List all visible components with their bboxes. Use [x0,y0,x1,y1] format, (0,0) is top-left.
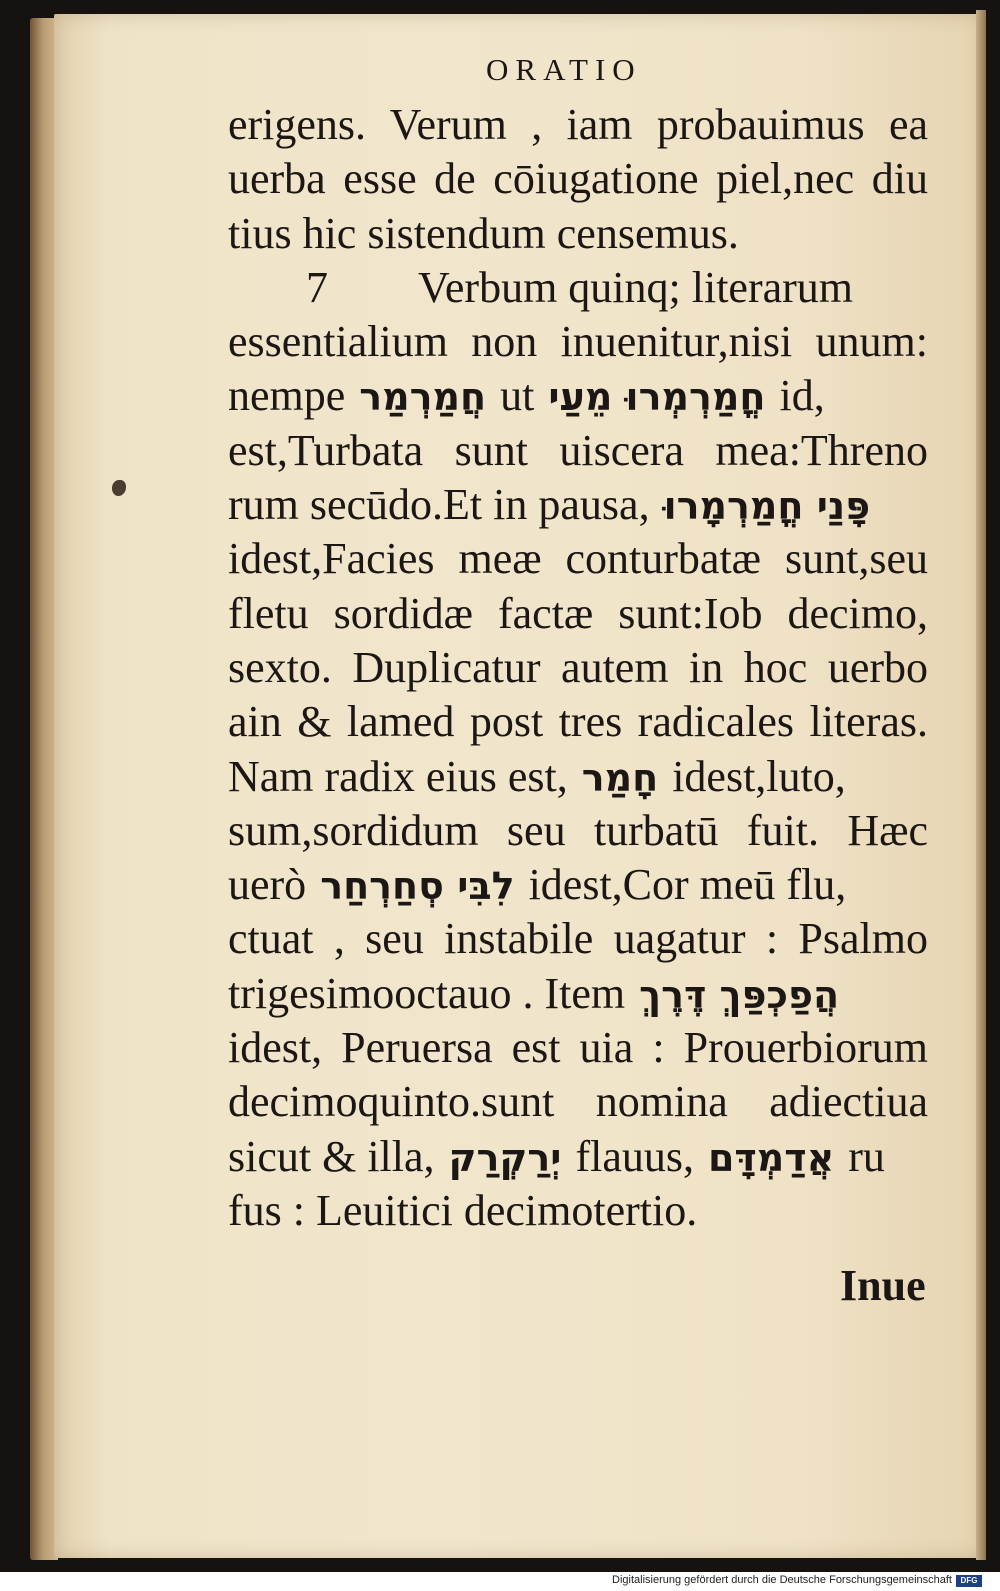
hebrew-word: חֳמַרְמְרוּ מֵעַי [548,375,766,420]
text-line: ain & lamed post tres radicales literas. [228,697,928,747]
text-line [228,858,928,912]
text-fragment: trigesimooctauo . Item [228,968,626,1018]
text-line: uerba esse de cōiugatione piel,nec diu [228,154,928,204]
text-fragment: id, [779,371,825,421]
text-line: fletu sordidæ factæ sunt:Iob decimo, [228,588,928,638]
text-line: tius hic sistendum censemus. [228,208,739,258]
text-line [228,369,928,423]
text-line: erigens. Verum , iam probauimus ea [228,100,928,149]
digitization-footer [0,1572,1000,1591]
hebrew-word: הֲפַכְפַּךְ דֶּרֶךְ [639,972,840,1017]
text-line: idest, Peruersa est uia : Prouerbiorum [228,1023,928,1073]
text-block [228,98,928,1238]
running-head: ORATIO [486,52,642,87]
hebrew-word: לִבִּי סְחַרְחַר [320,864,515,909]
text-fragment: flauus, [575,1131,694,1181]
footer-credit: Digitalisierung gefördert durch die Deutsche Forschungsgemeinschaft [612,1574,952,1586]
text-line [228,750,928,804]
text-line: ctuat , seu instabile uagatur : Psalmo [228,914,928,964]
text-line: sum,sordidum seu turbatū fuit. Hæc [228,805,928,855]
text-fragment: ru [848,1131,885,1181]
text-line [228,1130,928,1184]
text-fragment: idest,luto, [672,751,846,801]
text-line: idest,Facies meæ conturbatæ sunt,seu [228,534,928,584]
hebrew-word: חָמַר [581,755,659,800]
text-line [228,967,928,1021]
hebrew-word: חֲמַרְמַר [359,375,487,420]
text-fragment: nempe [228,371,346,421]
hebrew-word: יְרַקְרַק [448,1135,562,1180]
text-line [228,261,928,315]
text-fragment: Nam radix eius est, [228,751,568,801]
hebrew-word: פָּנַי חֳמַרְמָרוּ [663,484,871,529]
text-line: essentialium non inuenitur,nisi unum: [228,317,928,367]
hebrew-word: אֲדַמְדָּם [707,1135,835,1180]
text-fragment: ut [500,371,535,421]
text-line: fus : Leuitici decimotertio. [228,1185,698,1235]
catchword: Inue [840,1261,926,1310]
text-fragment: idest,Cor meū flu, [528,860,847,910]
text-line: decimoquinto.sunt nomina adiectiua [228,1077,928,1127]
text-fragment: uerò [228,860,307,910]
text-fragment: sicut & illa, [228,1131,435,1181]
text-line [228,478,928,532]
page-right-edge [976,10,986,1560]
section-number: 7 [306,262,328,312]
dfg-logo: DFG [956,1575,982,1587]
text-fragment: Verbum quinq; literarum [418,262,854,312]
text-fragment: rum secūdo.Et in pausa, [228,480,650,530]
text-line: est,Turbata sunt uiscera mea:Threno [228,425,928,475]
text-line: sexto. Duplicatur autem in hoc uerbo [228,642,928,692]
